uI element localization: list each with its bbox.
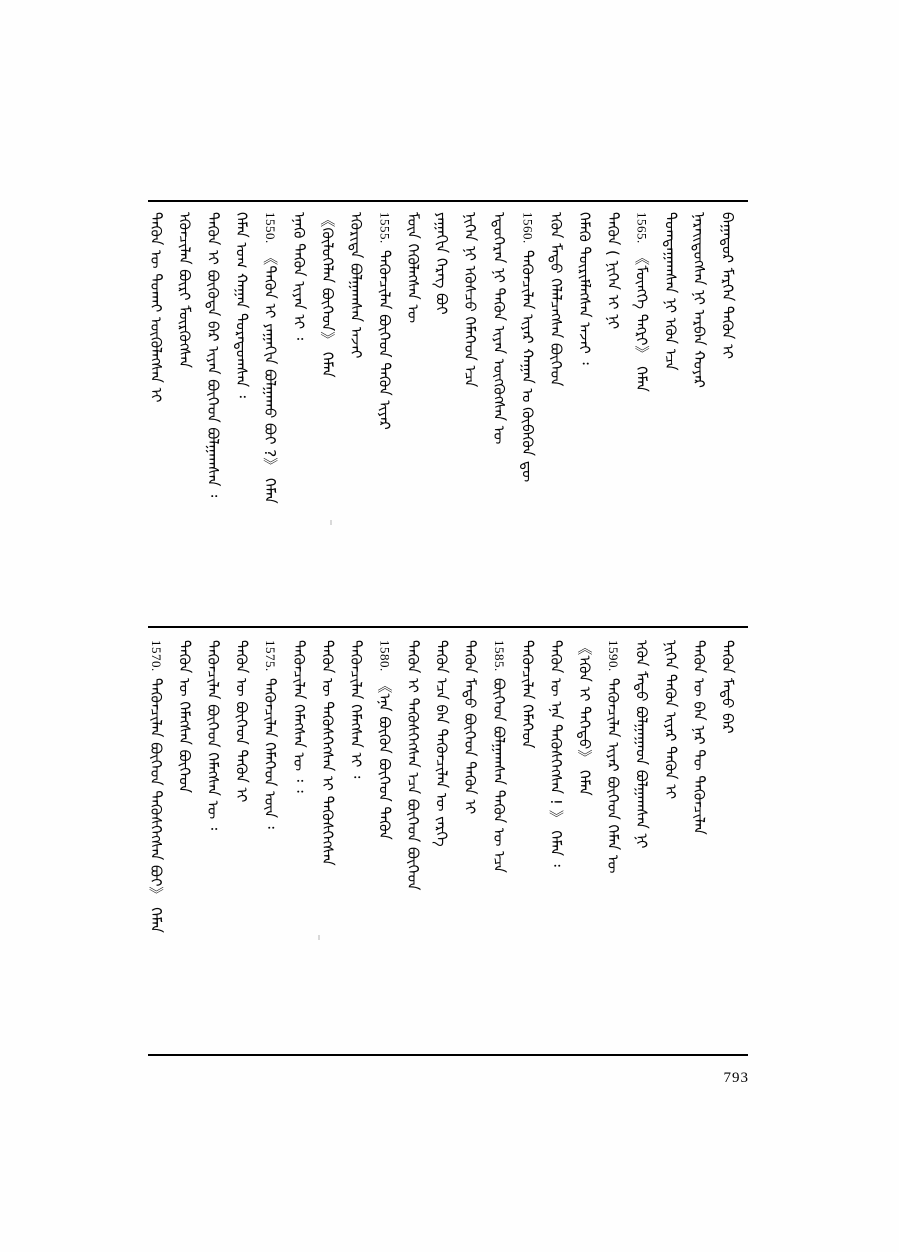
verse-line: ᠲᠣᠭᠲᠠᠭᠠᠭᠰᠠᠨ ᠨᠢ ᠡᠭᠦᠨ ᠡᠴᠡ <box>661 212 680 371</box>
verse-line: ᠨᠢᠭᠡᠨ ᠨᠢ ᠡᠭᠦᠰᠴᠦ ᠬᠡᠮᠡᠭᠡᠳ ᠡᠴᠡ <box>461 212 480 388</box>
verse-column <box>376 212 405 430</box>
verse-line: ᠲᠡᠭᠦᠨ ᠦ ᠪᠥᠭᠡᠳ ᠲᠡᠭᠦᠨ ᠢ <box>232 640 251 803</box>
verse-column <box>605 212 634 329</box>
verse-line: ᠲᠡᠭᠦᠨᠴᠢᠯᠡᠨ ᠢᠶᠡᠷ ᠪᠥᠭᠡᠳ ᠬᠡᠮᠡᠨ ᠦ <box>604 677 623 874</box>
verse-line: ᠲᠡᠭᠦᠨ ᠦ ᠲᠤᠬᠠᠢ ᠦᠭᠦᠯᠡᠭᠰᠡᠨ ᠢ <box>146 212 165 403</box>
verse-column <box>719 640 748 734</box>
verse-column-inner <box>661 640 680 800</box>
verse-column-inner <box>577 212 592 365</box>
verse-block-upper <box>148 212 748 612</box>
verse-column-inner <box>718 640 737 734</box>
verse-number: 1590. <box>606 640 622 672</box>
verse-line: ᠪᠥᠭᠡᠳ ᠪᠣᠯᠭᠠᠭᠰᠠᠨ ᠲᠡᠭᠦᠨ ᠦ ᠡᠴᠡ <box>489 677 508 873</box>
verse-number: 1575. <box>263 640 279 672</box>
verse-column-inner <box>634 640 649 848</box>
verse-column <box>348 212 377 358</box>
verse-line: 《ᠡᠨᠡ ᠪᠦᠬᠦᠨ ᠪᠥᠭᠡᠳ ᠲᠡᠭᠦᠨ <box>375 677 394 840</box>
verse-column <box>434 640 463 847</box>
verse-column-inner <box>548 212 563 386</box>
verse-column <box>291 640 320 793</box>
verse-number: 1580. <box>377 640 393 672</box>
verse-line: ᠲᠡᠭᠦᠨ ᠢ ᠪᠦᠭᠦᠳᠡ ᠪᠡᠷ ᠢᠶᠡᠨ ᠪᠥᠭᠡᠳ ᠪᠣᠯᠭᠠᠭᠰᠠᠨ ᠄ <box>204 212 223 498</box>
verse-column <box>519 640 548 748</box>
verse-line: ᠡᠭᠦᠨ ᠮᠡᠲᠦ ᠬᠡᠯᠡᠯᠴᠡᠭᠰᠡᠨ ᠪᠥᠭᠡᠳ <box>546 212 565 387</box>
verse-line: ᠲᠡᠭᠦᠨᠴᠢᠯᠡᠨ ᠢᠶᠡᠷ ᠬᠠᠭᠠᠨ ᠤ ᠬᠥᠪᠡᠭᠦᠨ ᠳᠦ <box>518 249 537 482</box>
verse-column <box>234 212 263 398</box>
verse-number: 1565. <box>634 212 650 244</box>
verse-line: ᠲᠡᠭᠦᠨ ᠦ ᠡᠨᠡ ᠲᠡᠭᠦᠰᠬᠡᠭᠰᠡᠨ ! 》 ᠬᠡᠮᠡᠨ ᠄ <box>546 640 565 867</box>
verse-column <box>491 212 520 444</box>
verse-column <box>548 640 577 867</box>
verse-column-inner <box>661 212 680 371</box>
verse-column <box>434 212 463 315</box>
verse-line: ᠲᠡᠭᠦᠨᠴᠢᠯᠡᠨ ᠬᠡᠮᠡᠭᠰᠡᠨ ᠦ ᠄ ᠄ <box>289 640 308 793</box>
verse-column <box>634 212 663 392</box>
verse-line: ᠪᠠᠭᠠᠲᠤᠷ ᠮᠡᠷᠭᠡᠨ ᠲᠡᠭᠦᠨ ᠢ <box>718 212 737 359</box>
verse-column-inner <box>691 212 706 388</box>
verse-column-inner <box>518 640 537 749</box>
verse-line: ᠬᠡᠮᠡᠬᠦ ᠳᠦᠷᠢᠮᠯᠡᠭᠰᠡᠨ ᠠᠵᠠᠢ ᠄ <box>575 212 594 365</box>
verse-column <box>462 212 491 387</box>
verse-column-inner <box>348 640 363 778</box>
horizontal-rule-middle <box>148 626 748 628</box>
verse-number: 1560. <box>520 212 536 244</box>
verse-column-inner <box>175 212 194 369</box>
verse-column-inner <box>461 212 480 388</box>
verse-column-inner <box>291 212 306 340</box>
verse-line: ᠲᠡᠭᠦᠨᠴᠢᠯᠡᠨ ᠪᠥᠭᠡᠳ ᠲᠡᠭᠦᠨ ᠢᠶᠡᠷ <box>375 249 394 430</box>
verse-line: ᠮᠥᠨ ᠭᠡᠭᠦᠯᠡᠭᠰᠡᠨ ᠦ <box>404 212 423 323</box>
verse-line: ᠨᠡᠷᠡᠢᠳᠦᠭᠰᠡᠨ ᠨᠢ ᠠᠷᠪᠠᠨ ᠬᠣᠶᠠᠷ <box>689 212 708 388</box>
verse-column <box>234 640 263 802</box>
verse-line: ᠲᠡᠭᠦᠨ ᠦ ᠬᠡᠮᠡᠭᠰᠡᠨ ᠪᠥᠭᠡᠳ <box>175 640 194 794</box>
verse-column-inner <box>234 212 249 398</box>
verse-line: ᠲᠡᠭᠦᠨᠴᠢᠯᠡᠨ ᠬᠡᠮᠡᠭᠡᠳ <box>518 640 537 749</box>
verse-column <box>405 212 434 323</box>
verse-column <box>577 640 606 796</box>
verse-column-inner <box>262 640 278 829</box>
verse-column-inner <box>318 212 337 378</box>
verse-line: ᠲᠡᠭᠦᠨ ( ᠨᠢᠭᠡᠨ ᠢ ᠨᠢ <box>604 212 623 330</box>
verse-column <box>291 212 320 340</box>
verse-column-inner <box>291 640 306 793</box>
horizontal-rule-top <box>148 200 748 202</box>
verse-column-inner <box>234 640 249 802</box>
verse-column <box>462 640 491 814</box>
verse-column <box>205 640 234 830</box>
verse-column-inner <box>404 212 423 323</box>
verse-column <box>148 640 177 933</box>
verse-line: ᠲᠡᠭᠦᠨ ᠮᠡᠲᠦ ᠪᠥᠭᠡᠳ ᠲᠡᠭᠦᠨ ᠢ <box>461 640 480 815</box>
verse-column <box>205 212 234 497</box>
verse-line: ᠡᠭᠦᠷᠢᠳᠡ ᠪᠣᠯᠭᠠᠭᠰᠠᠨ ᠠᠵᠠᠢ <box>346 212 365 359</box>
verse-column-inner <box>348 212 363 358</box>
verse-column-inner <box>434 212 449 315</box>
verse-line: ᠲᠡᠭᠦᠨᠴᠢᠯᠡᠨ ᠪᠥᠭᠡᠳ ᠬᠡᠮᠡᠭᠰᠡᠨ ᠦ ᠄ <box>204 640 223 830</box>
verse-line: ᠲᠡᠭᠦᠨ ᠦ ᠪᠡᠨ ᠨᠡᠷ ᠲᠦ ᠲᠡᠭᠦᠨᠴᠢᠯᠡᠨ <box>689 640 708 835</box>
verse-column <box>491 640 520 873</box>
page-number: 793 <box>723 1070 749 1086</box>
verse-number: 1570. <box>148 640 164 672</box>
verse-line: ᠲᠡᠭᠦᠨ ᠡᠴᠡ ᠪᠡᠨ ᠲᠡᠭᠦᠨᠴᠢᠯᠡᠨ ᠦ ᠵᠡᠷᠭᠡ <box>432 640 451 847</box>
verse-column-inner <box>718 212 737 359</box>
verse-column <box>176 212 205 368</box>
verse-column-inner <box>461 640 480 815</box>
verse-line: ᠶᠠᠭᠠᠬᠢᠨ ᠬᠡᠷᠡᠭ ᠪᠣᠢ <box>432 212 451 315</box>
verse-column-inner <box>262 212 278 503</box>
verse-column <box>519 212 548 482</box>
verse-number: 1550. <box>263 212 279 244</box>
verse-column <box>662 212 691 371</box>
verse-column-inner <box>204 640 223 830</box>
verse-column-inner <box>148 212 163 403</box>
verse-line: ᠲᠡᠭᠦᠨ ᠦ ᠲᠡᠭᠦᠰᠬᠡᠭᠰᠡᠨ ᠢ ᠲᠡᠭᠦᠰᠬᠡᠭᠰᠡᠨ <box>318 640 337 866</box>
verse-column <box>376 640 405 840</box>
verse-column-inner <box>548 640 563 867</box>
verse-line: 《ᠮᠥᠩᠬᠡ ᠲᠩᠷᠢ》 ᠬᠡᠮᠡᠨ <box>632 249 651 392</box>
verse-column <box>262 212 291 503</box>
verse-line: ᠬᠡᠮᠡᠨ ᠤᠭ ᠬᠠᠭᠠᠨ ᠳᠤᠷᠠᠳᠤᠭᠰᠠᠨ ᠄ <box>232 212 251 398</box>
verse-column-inner <box>376 212 392 430</box>
verse-column-inner <box>605 640 621 873</box>
verse-column <box>348 640 377 778</box>
verse-column-inner <box>691 640 706 835</box>
verse-column-inner <box>577 640 592 796</box>
verse-column <box>319 212 348 378</box>
verse-column <box>176 640 205 793</box>
verse-line: ᠡᠨᠡᠬᠦ ᠲᠡᠭᠦᠨ ᠢᠶᠡᠨ ᠢ ᠄ <box>289 212 308 341</box>
verse-column <box>262 640 291 829</box>
verse-column <box>605 640 634 873</box>
verse-line: ᠲᠡᠭᠦᠨ ᠮᠡᠲᠦ ᠪᠡᠷ <box>718 640 737 734</box>
verse-column-inner <box>491 640 507 873</box>
verse-column-inner <box>434 640 449 847</box>
verse-block-lower <box>148 640 748 1040</box>
verse-column-inner <box>491 212 506 444</box>
verse-line: ᠲᠡᠭᠦᠨ ᠢ ᠲᠡᠭᠦᠰᠬᠡᠭᠰᠡᠨ ᠡᠴᠡ ᠪᠥᠭᠡᠳ ᠪᠥᠭᠡᠳ <box>404 640 423 891</box>
verse-column <box>405 640 434 890</box>
verse-number: 1585. <box>491 640 507 672</box>
horizontal-rule-bottom <box>148 1054 748 1056</box>
verse-column <box>577 212 606 365</box>
verse-column <box>634 640 663 848</box>
verse-line: 《ᠡᠭᠦᠨ ᠢ ᠳᠡᠭᠡᠳᠦ》 ᠬᠡᠮᠡᠨ <box>575 640 594 796</box>
verse-column-inner <box>204 212 223 498</box>
verse-column-inner <box>519 212 535 482</box>
verse-line: ᠡᠳᠦᠭᠡᠷᠡᠨ ᠨᠢ ᠲᠡᠭᠦᠨ ᠢᠶᠡᠨ ᠥᠭᠭᠦᠭᠰᠡᠨ ᠦ <box>489 212 508 445</box>
verse-column-inner <box>318 640 337 866</box>
verse-line: ᠡᠭᠦᠨ ᠮᠡᠲᠦ ᠪᠣᠯᠭᠠᠭᠠᠳ ᠪᠣᠯᠭᠠᠭᠰᠠᠨ ᠨᠢ <box>632 640 651 849</box>
verse-line: ᠲᠡᠭᠦᠨᠴᠢᠯᠡᠨ ᠬᠡᠮᠡᠭᠡᠳ ᠦᠨ ᠄ <box>261 677 280 829</box>
verse-column <box>719 212 748 359</box>
verse-column <box>662 640 691 799</box>
verse-column <box>319 640 348 866</box>
verse-column <box>691 640 720 835</box>
verse-column-inner <box>404 640 423 891</box>
verse-column-inner <box>175 640 194 794</box>
verse-column-inner <box>148 640 164 933</box>
verse-number: 1555. <box>377 212 393 244</box>
verse-line: ᠨᠢᠭᠡᠨ ᠲᠡᠭᠦᠨ ᠢᠶᠡᠷ ᠲᠡᠭᠦᠨ ᠢ <box>661 640 680 800</box>
verse-line: ᠲᠡᠭᠦᠨᠴᠢᠯᠡᠨ ᠬᠡᠮᠡᠭᠰᠡᠨ ᠢ ᠄ <box>346 640 365 779</box>
verse-line: 《ᠲᠡᠭᠦᠨ ᠢ ᠶᠠᠭᠠᠬᠢᠨ ᠪᠣᠯᠭᠠᠬᠤ ᠪᠤᠢ ?》 ᠬᠡᠮᠡᠨ <box>261 249 280 504</box>
verse-column-inner <box>376 640 392 840</box>
verse-column <box>691 212 720 388</box>
verse-column-inner <box>634 212 650 392</box>
verse-column <box>148 212 177 403</box>
verse-line: 《ᠬᠥᠯᠦᠭᠡᠯᠡᠨ ᠪᠥᠭᠡᠳ》 ᠬᠡᠮᠡᠨ <box>318 212 337 378</box>
verse-column <box>548 212 577 386</box>
verse-line: ᠲᠡᠭᠦᠨᠴᠢᠯᠡᠨ ᠪᠥᠭᠡᠳ ᠲᠡᠭᠦᠰᠬᠡᠭᠰᠡᠨ ᠪᠣᠢ》 ᠬᠡᠮᠡᠨ <box>146 677 165 933</box>
verse-line: ᠡᠭᠦᠨᠴᠢᠯᠡᠨ ᠪᠦᠷᠢ ᠮᠥᠷᠭᠦᠭᠰᠡᠨ <box>175 212 194 369</box>
verse-column-inner <box>604 212 623 330</box>
